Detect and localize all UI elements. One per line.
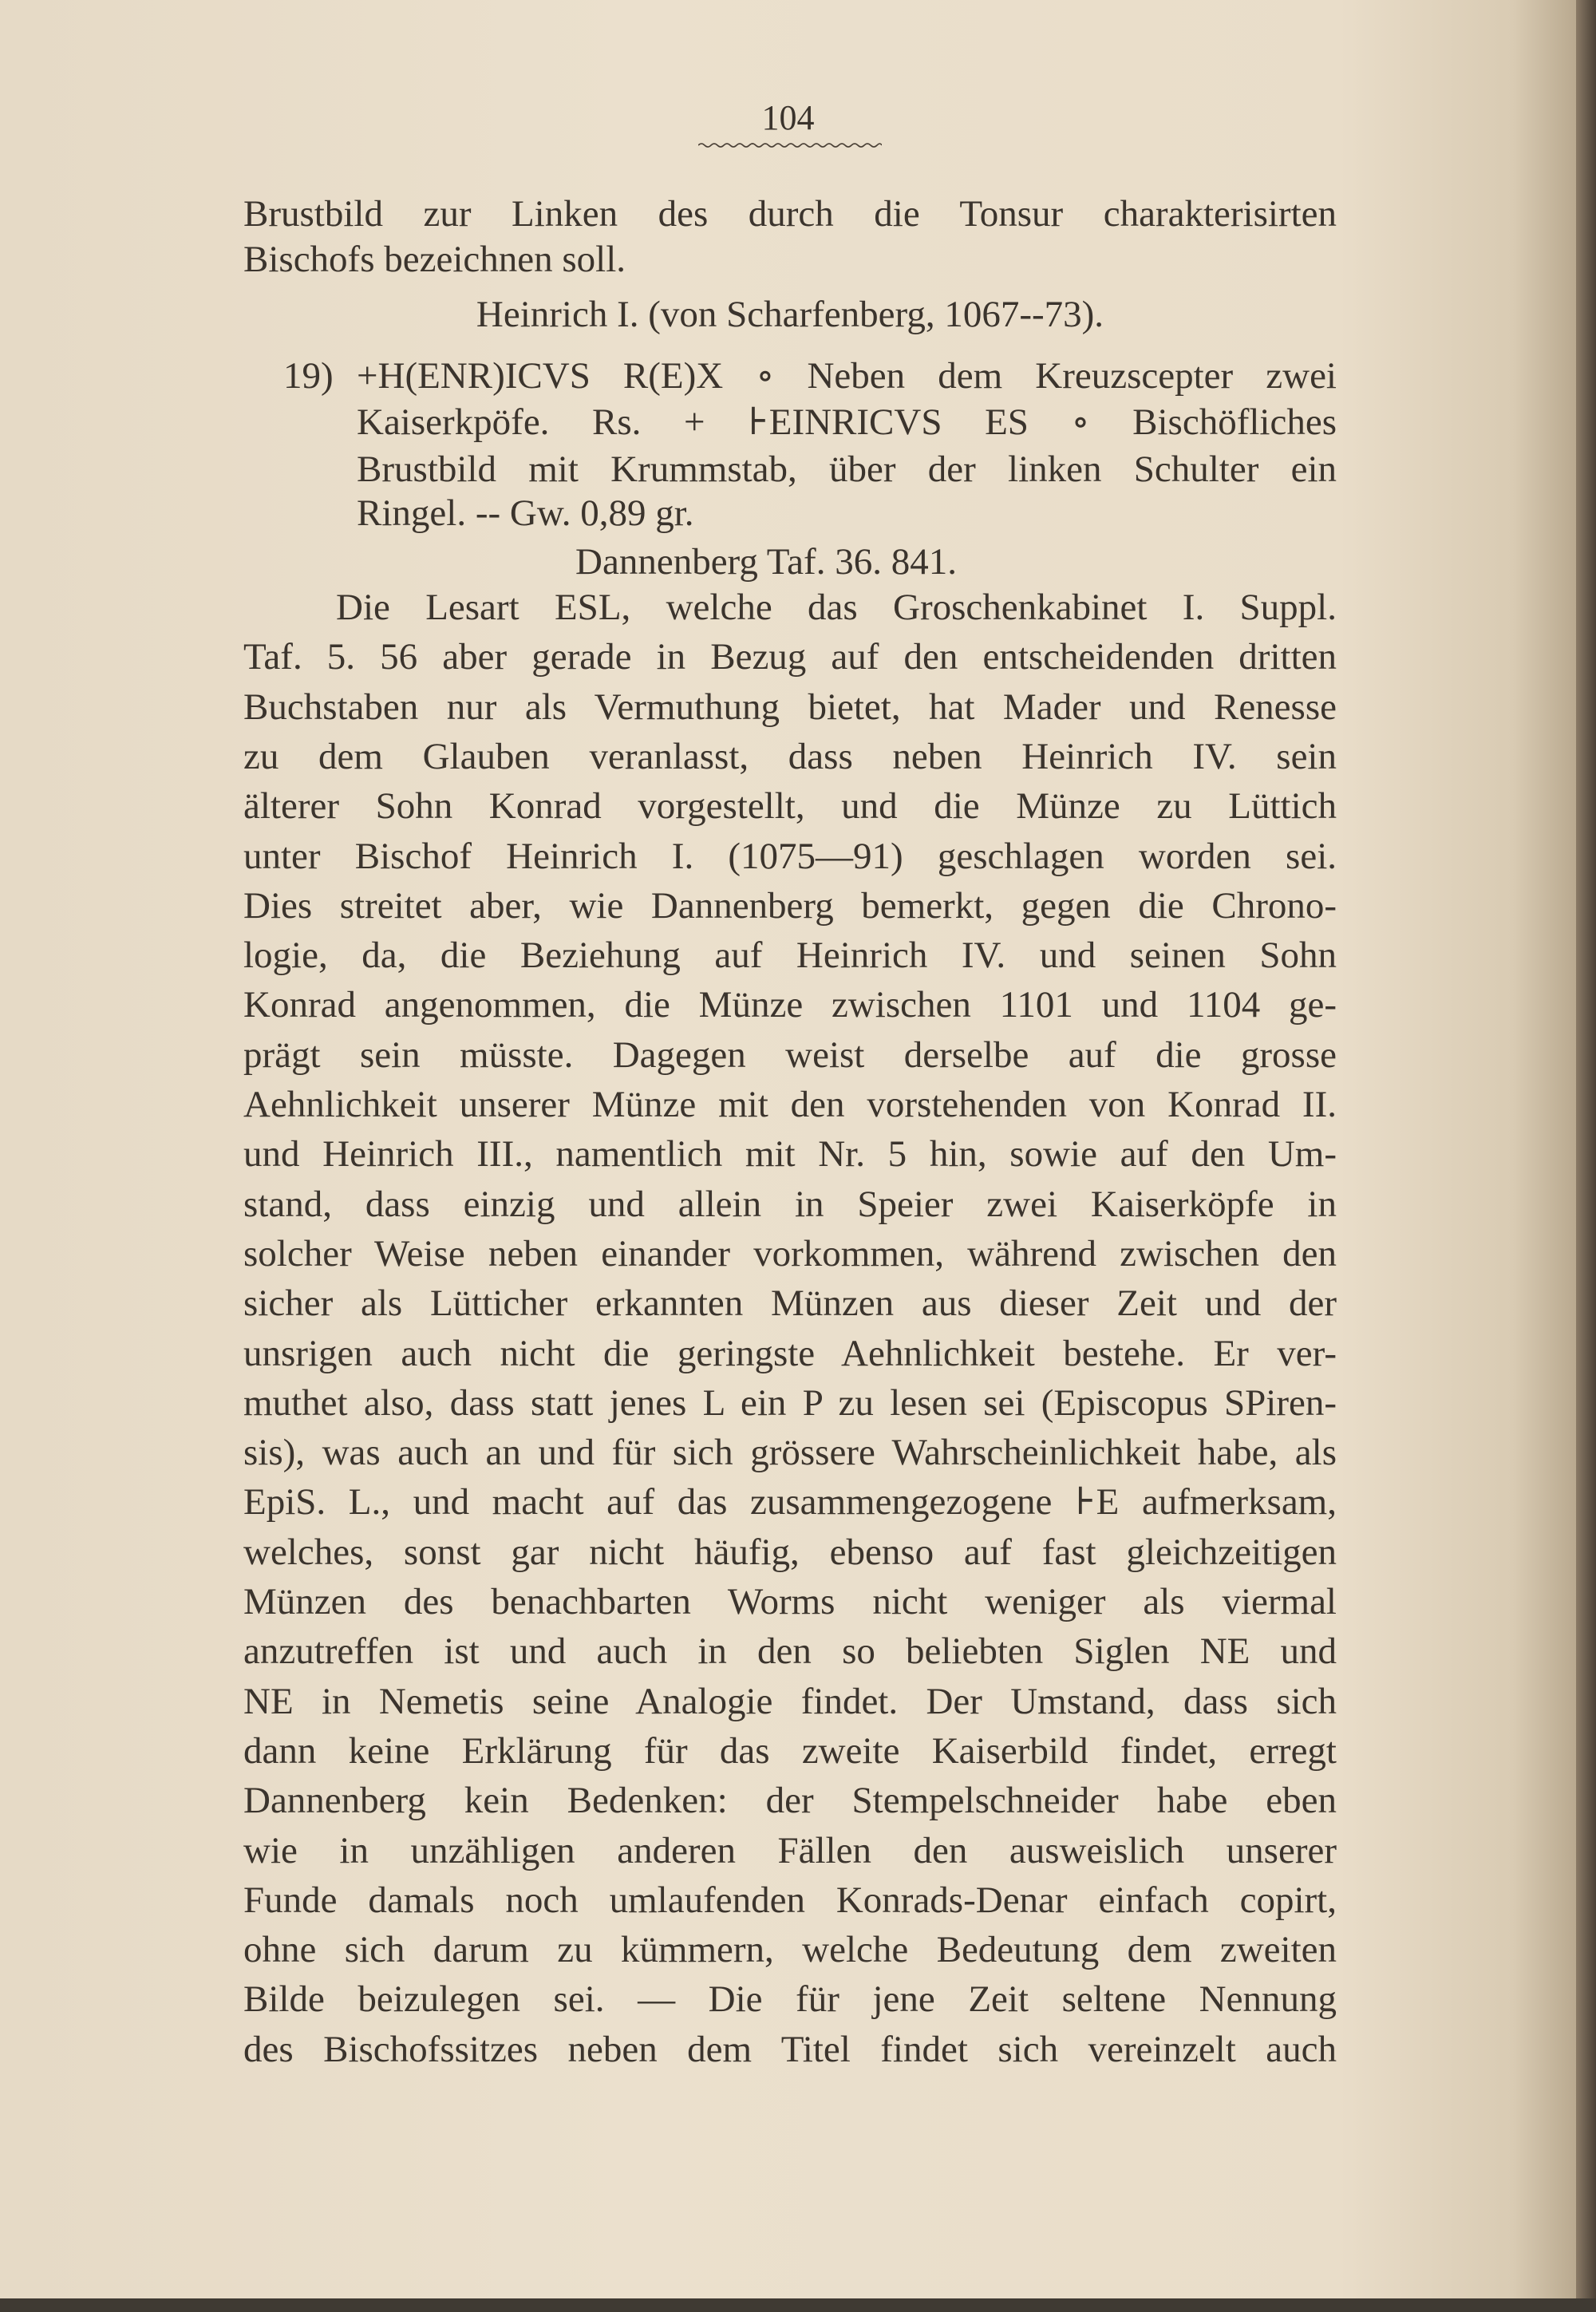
text-line	[243, 1677, 1337, 1726]
line-text: und Heinrich III., namentlich mit Nr. 5 hin, sowie auf den Um-	[243, 1133, 1337, 1176]
text-line	[243, 1925, 1337, 1974]
line-text: Konrad angenommen, die Münze zwischen 1101 und 1104 ge-	[243, 984, 1337, 1026]
section-heading	[243, 290, 1337, 339]
line-text: sis), was auch an und für sich grössere Wahrscheinlichkeit habe, als	[243, 1432, 1337, 1474]
decorative-wavy-rule	[698, 142, 882, 148]
line-text: unsrigen auch nicht die geringste Aehnlichkeit bestehe. Er ver-	[243, 1332, 1337, 1374]
line-text: anzutreffen ist und auch in den so beliebten Siglen ΝE und	[243, 1630, 1337, 1673]
line-text: +H(ENR)ICVS R(E)X ∘ Neben dem Kreuzscepter zwei	[357, 355, 1337, 397]
book-spine-edge	[1576, 0, 1596, 2312]
text-line	[243, 1776, 1337, 1825]
text-line	[243, 1826, 1337, 1875]
entry-line	[357, 397, 1337, 447]
text-line	[243, 1626, 1337, 1676]
line-text: logie, da, die Beziehung auf Heinrich IV. und seinen Sohn	[243, 935, 1337, 977]
text-line	[243, 1378, 1337, 1428]
text-line	[243, 1180, 1337, 1229]
line-text: Heinrich I. (von Scharfenberg, 1067--73).	[476, 294, 1104, 335]
line-text: Ringel. -- Gw. 0,89 gr.	[357, 492, 694, 534]
line-text: Bilde beizulegen sei. — Die für jene Zeit seltene Nennung	[243, 1978, 1337, 2021]
line-text: älterer Sohn Konrad vorgestellt, und die Münze zu Lüttich	[243, 785, 1337, 828]
scan-bottom-edge	[0, 2298, 1596, 2312]
text-line	[243, 1279, 1337, 1328]
text-line	[243, 1229, 1337, 1279]
line-text: unter Bischof Heinrich I. (1075—91) geschlagen worden sei.	[243, 835, 1337, 877]
line-text: Dannenberg kein Bedenken: der Stempelschneider habe eben	[243, 1780, 1337, 1822]
text-line	[243, 1080, 1337, 1129]
line-text: Aehnlichkeit unserer Münze mit den vorstehenden von Konrad II.	[243, 1084, 1337, 1125]
text-line	[243, 931, 1337, 980]
text-line	[243, 1577, 1337, 1626]
line-text: Bischofs bezeichnen soll.	[243, 239, 626, 280]
line-text: wie in unzähligen anderen Fällen den ausweislich unserer	[243, 1829, 1337, 1871]
line-text: welches, sonst gar nicht häufig, ebenso auf fast gleichzeitigen	[243, 1531, 1337, 1573]
text-line	[243, 1329, 1337, 1378]
line-text: Dies streitet aber, wie Dannenberg bemerkt, gegen die Chrono-	[243, 884, 1337, 927]
text-line	[243, 682, 1337, 732]
line-text: Funde damals noch umlaufenden Konrads-Denar einfach copirt,	[243, 1879, 1337, 1921]
line-text: prägt sein müsste. Dagegen weist derselbe auf die grosse	[243, 1033, 1337, 1076]
text-line	[243, 1726, 1337, 1776]
line-text: ΝE in Nemetis seine Analogie findet. Der Umstand, dass sich	[243, 1680, 1337, 1722]
entry-number: 19)	[283, 355, 334, 397]
page-number: 104	[761, 98, 815, 137]
line-text: dann keine Erklärung für das zweite Kaiserbild findet, erregt	[243, 1729, 1337, 1772]
text-line	[243, 1974, 1337, 2024]
line-text: sicher als Lütticher erkannten Münzen aus dieser Zeit und der	[243, 1282, 1337, 1325]
text-line	[243, 1477, 1337, 1527]
line-text: EpiS. L., und macht auf das zusammengezogene ⊦E aufmerksam,	[243, 1481, 1337, 1524]
line-text: Brustbild mit Krummstab, über der linken Schulter ein	[357, 449, 1337, 490]
text-line	[243, 235, 1337, 284]
text-line	[243, 2025, 1337, 2074]
line-text: Buchstaben nur als Vermuthung bietet, hat Mader und Renesse	[243, 686, 1337, 728]
text-line	[243, 732, 1337, 781]
line-text: Brustbild zur Linken des durch die Tonsur charakterisirten	[243, 193, 1337, 235]
text-line	[243, 980, 1337, 1030]
reference-line	[287, 537, 1245, 587]
entry-line	[357, 488, 1337, 538]
text-line	[243, 189, 1337, 239]
text-line	[243, 1030, 1337, 1080]
text-line	[243, 781, 1337, 831]
entry-line	[357, 445, 1337, 494]
text-line	[336, 583, 1337, 632]
text-line	[243, 632, 1337, 682]
entry-line	[357, 351, 1337, 401]
text-line	[243, 1875, 1337, 1925]
text-line	[243, 832, 1337, 881]
line-text: solcher Weise neben einander vorkommen, während zwischen den	[243, 1232, 1337, 1275]
line-text: Kaiserkpöfe. Rs. + ⊦EINRICVS ES ∘ Bischöfliches	[357, 401, 1337, 443]
line-text: Münzen des benachbarten Worms nicht weniger als viermal	[243, 1581, 1337, 1622]
line-text: Die Lesart ESL, welche das Groschenkabinet I. Suppl.	[336, 587, 1337, 628]
text-line	[243, 1129, 1337, 1179]
line-text: des Bischofssitzes neben dem Titel findet sich vereinzelt auch	[243, 2028, 1337, 2070]
line-text: zu dem Glauben veranlasst, dass neben Heinrich IV. sein	[243, 735, 1337, 777]
line-text: Dannenberg Taf. 36. 841.	[575, 541, 957, 583]
line-text: stand, dass einzig und allein in Speier zwei Kaiserköpfe in	[243, 1183, 1337, 1225]
text-line	[243, 881, 1337, 931]
line-text: muthet also, dass statt jenes L ein P zu lesen sei (Episcopus SPiren-	[243, 1381, 1337, 1424]
line-text: ohne sich darum zu kümmern, welche Bedeutung dem zweiten	[243, 1929, 1337, 1971]
text-line	[243, 1428, 1337, 1477]
text-line	[243, 1528, 1337, 1577]
line-text: Taf. 5. 56 aber gerade in Bezug auf den entscheidenden dritten	[243, 636, 1337, 678]
